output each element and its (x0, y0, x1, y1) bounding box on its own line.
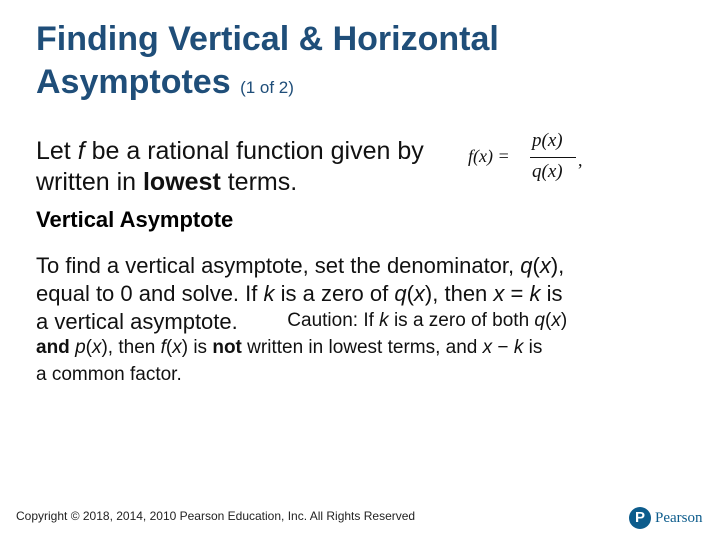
title-part-indicator: (1 of 2) (240, 78, 294, 97)
title-line-1: Finding Vertical & Horizontal (36, 20, 499, 58)
section-heading: Vertical Asymptote (36, 207, 234, 232)
copyright-footer: Copyright © 2018, 2014, 2010 Pearson Education, Inc. All Rights Reserved (16, 509, 416, 523)
intro-let: Let (36, 137, 78, 165)
pearson-logo-icon: P (629, 507, 651, 529)
rational-function-formula (468, 130, 588, 186)
formula-lhs: f(x) = (468, 146, 510, 166)
body-paragraph-1: To find a vertical asymptote, set the denominator, q(x), equal to 0 and solve. If k is a zero of q(x), then x = k is a vertical asymptote. (36, 253, 565, 334)
pearson-logo-text: Pearson (655, 509, 703, 526)
intro-written-in: written in (36, 168, 143, 196)
intro-rest: be a rational function given by (84, 137, 424, 165)
formula-comma: , (578, 150, 583, 170)
pearson-logo (629, 505, 703, 531)
formula-denominator: q(x) (532, 161, 563, 182)
intro-f: f (77, 137, 85, 165)
intro-lowest: lowest (142, 168, 221, 196)
intro-terms: terms. (220, 168, 298, 196)
title-asymptotes: Asymptotes (36, 63, 231, 101)
slide-title (36, 18, 636, 109)
body-paragraph-2-caution: Caution: If k is a zero of both q(x) and p(x), then f(x) is not written in lowest terms, and x − k is a common factor. (36, 310, 568, 385)
formula-numerator: p(x) (532, 130, 563, 151)
title-line-2 (36, 61, 636, 109)
fraction-bar (530, 157, 576, 158)
